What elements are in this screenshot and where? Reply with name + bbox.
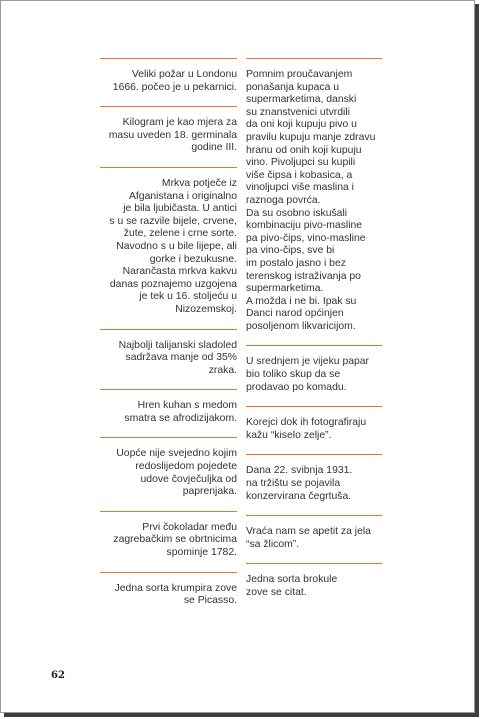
fact-item: Korejci dok ih fotografiraju kažu “kiselo zelje”. <box>246 406 382 454</box>
fact-item: Vraća nam se apetit za jela “sa žlicom”. <box>246 515 382 563</box>
fact-item: Jedna sorta krumpira zove se Picasso. <box>100 572 237 620</box>
left-column <box>100 58 237 620</box>
page-number: 62 <box>51 670 65 681</box>
fact-item: Najbolji talijanski sladoled sadržava manje od 35% zraka. <box>100 329 237 390</box>
fact-item: Pomnim proučavanjem ponašanja kupaca u supermarketima, danski su znanstvenici utvrdili da oni koji kupuju pivo u pravilu kupuju manje zdravu hranu od onih koji kupuju vino. Pivoljupci su kupili više čipsa i kobasica, a vinoljupci više maslina i raznoga povrća. Da su osobno iskušali kombinaciju pivo-masline pa pivo-čips, vino-masline pa vino-čips, sve bi im postalo jasno i bez terenskog istraživanja po supermarketima. A možda i ne bi. Ipak su Danci narod općinjen posoljenom likvaricijom. <box>246 58 382 345</box>
fact-item: Mrkva potječe iz Afganistana i originalno je bila ljubičasta. U antici s u se razvile bijele, crvene, žute, zelene i crne sorte. Navodno s u bile lijepe, ali gorke i bezukusne. Narančasta mrkva kakvu danas poznajemo uzgojena je tek u 16. stoljeću u Nizozemskoj. <box>100 167 237 329</box>
fact-item: Hren kuhan s medom smatra se afrodizijakom. <box>100 389 237 437</box>
fact-item: U srednjem je vijeku papar bio toliko skup da se prodavao po komadu. <box>246 345 382 406</box>
fact-item: Kilogram je kao mjera za masu uveden 18. germinala godine III. <box>100 106 237 167</box>
right-column <box>246 58 382 612</box>
fact-item: Jedna sorta brokule zove se citat. <box>246 563 382 611</box>
fact-item: Prvi čokoladar među zagrebačkim se obrtnicima spominje 1782. <box>100 511 237 572</box>
fact-item: Dana 22. svibnja 1931. na tržištu se pojavila konzervirana čegrtuša. <box>246 454 382 515</box>
fact-item: Uopće nije svejedno kojim redoslijedom pojedete udove čovječuljka od paprenjaka. <box>100 437 237 510</box>
fact-item: Veliki požar u Londonu 1666. počeo je u pekarnici. <box>100 58 237 106</box>
